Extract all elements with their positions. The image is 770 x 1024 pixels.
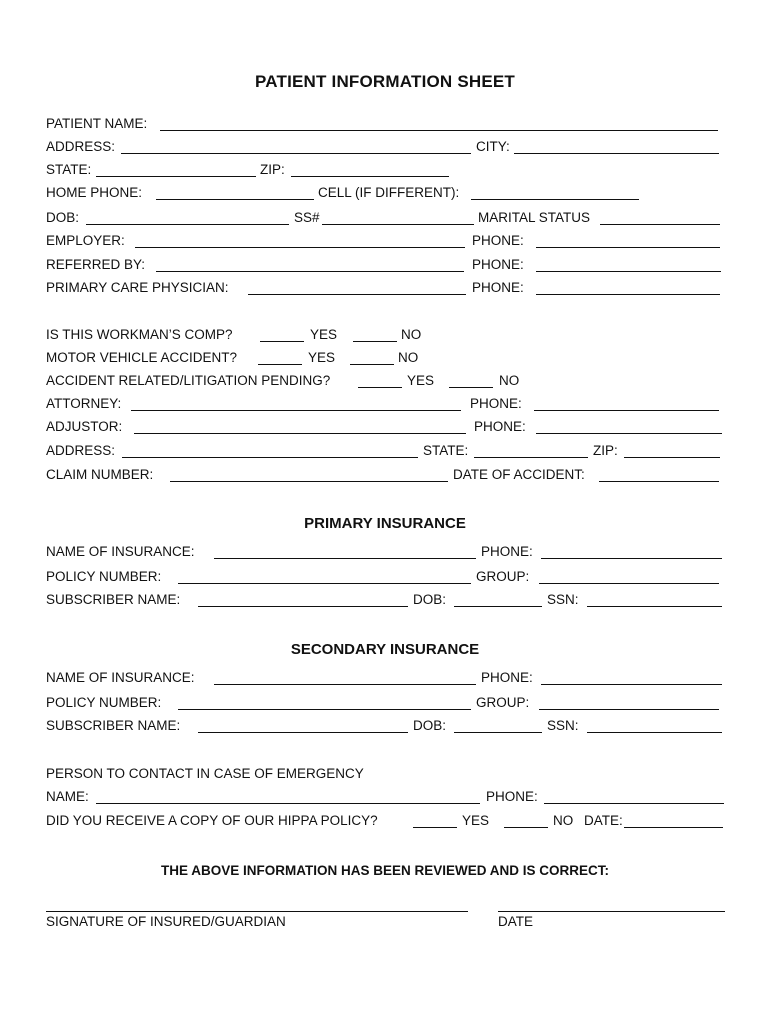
adjustor-address-label: ADDRESS:	[46, 443, 116, 458]
ss-field[interactable]	[322, 224, 474, 225]
hippa-date-label: DATE:	[584, 813, 623, 828]
primary-policy-label: POLICY NUMBER:	[46, 569, 162, 584]
state-field[interactable]	[96, 176, 256, 177]
insured-signature-label: SIGNATURE OF INSURED/GUARDIAN	[46, 914, 286, 929]
motor-vehicle-yes-field[interactable]	[258, 364, 302, 365]
home-phone-label: HOME PHONE:	[46, 185, 143, 200]
emergency-phone-label: PHONE:	[486, 789, 538, 804]
secondary-subscriber-label: SUBSCRIBER NAME:	[46, 718, 181, 733]
litigation-no-field[interactable]	[449, 387, 493, 388]
employer-label: EMPLOYER:	[46, 233, 125, 248]
adjustor-state-label: STATE:	[423, 443, 469, 458]
primary-subscriber-field[interactable]	[198, 606, 408, 607]
row-secondary-subscriber	[46, 716, 726, 736]
referred-by-field[interactable]	[156, 271, 464, 272]
row-patient-name	[46, 114, 726, 134]
secondary-ssn-field[interactable]	[587, 732, 722, 733]
adjustor-phone-field[interactable]	[536, 433, 722, 434]
city-label: CITY:	[476, 139, 510, 154]
row-primary-subscriber	[46, 590, 726, 610]
row-attorney	[46, 394, 726, 414]
motor-vehicle-no-field[interactable]	[350, 364, 394, 365]
workmans-comp-yes-label: YES	[310, 327, 338, 342]
emergency-contact-heading: PERSON TO CONTACT IN CASE OF EMERGENCY	[46, 766, 364, 781]
city-field[interactable]	[514, 153, 719, 154]
address-label: ADDRESS:	[46, 139, 116, 154]
row-secondary-policy	[46, 693, 726, 713]
primary-policy-field[interactable]	[178, 583, 471, 584]
emergency-name-field[interactable]	[96, 803, 480, 804]
attorney-phone-field[interactable]	[534, 410, 719, 411]
adjustor-field[interactable]	[134, 433, 466, 434]
secondary-group-label: GROUP:	[476, 695, 530, 710]
claim-number-label: CLAIM NUMBER:	[46, 467, 154, 482]
attorney-label: ATTORNEY:	[46, 396, 122, 411]
secondary-policy-label: POLICY NUMBER:	[46, 695, 162, 710]
workmans-comp-label: IS THIS WORKMAN’S COMP?	[46, 327, 233, 342]
primary-phone-field[interactable]	[541, 558, 722, 559]
secondary-insurance-name-field[interactable]	[214, 684, 476, 685]
referred-by-label: REFERRED BY:	[46, 257, 146, 272]
motor-vehicle-label: MOTOR VEHICLE ACCIDENT?	[46, 350, 238, 365]
claim-number-field[interactable]	[170, 481, 448, 482]
primary-insurance-name-label: NAME OF INSURANCE:	[46, 544, 195, 559]
secondary-subscriber-field[interactable]	[198, 732, 408, 733]
row-workmans-comp	[46, 325, 726, 345]
date-of-accident-label: DATE OF ACCIDENT:	[453, 467, 585, 482]
state-label: STATE:	[46, 162, 92, 177]
secondary-dob-label: DOB:	[413, 718, 447, 733]
hippa-no-label: NO	[553, 813, 574, 828]
referred-phone-field[interactable]	[536, 271, 721, 272]
employer-phone-label: PHONE:	[472, 233, 524, 248]
cell-field[interactable]	[471, 199, 639, 200]
employer-field[interactable]	[135, 247, 465, 248]
row-hippa	[46, 811, 726, 831]
workmans-comp-no-label: NO	[401, 327, 422, 342]
cell-label: CELL (IF DIFFERENT):	[318, 185, 460, 200]
adjustor-zip-label: ZIP:	[593, 443, 618, 458]
row-primary-policy	[46, 567, 726, 587]
attorney-phone-label: PHONE:	[470, 396, 522, 411]
primary-dob-label: DOB:	[413, 592, 447, 607]
row-employer	[46, 231, 726, 251]
litigation-label: ACCIDENT RELATED/LITIGATION PENDING?	[46, 373, 331, 388]
workmans-comp-no-field[interactable]	[353, 341, 397, 342]
motor-vehicle-no-label: NO	[398, 350, 419, 365]
patient-name-label: PATIENT NAME:	[46, 116, 148, 131]
pcp-label: PRIMARY CARE PHYSICIAN:	[46, 280, 229, 295]
primary-dob-field[interactable]	[454, 606, 542, 607]
dob-field[interactable]	[86, 224, 289, 225]
litigation-no-label: NO	[499, 373, 520, 388]
primary-insurance-heading: PRIMARY INSURANCE	[304, 515, 466, 532]
row-phones	[46, 183, 726, 203]
patient-name-field[interactable]	[160, 130, 718, 131]
adjustor-phone-label: PHONE:	[474, 419, 526, 434]
adjustor-label: ADJUSTOR:	[46, 419, 123, 434]
pcp-field[interactable]	[248, 294, 466, 295]
primary-subscriber-label: SUBSCRIBER NAME:	[46, 592, 181, 607]
signature-date-label: DATE	[498, 914, 534, 929]
employer-phone-field[interactable]	[536, 247, 720, 248]
primary-ssn-field[interactable]	[587, 606, 722, 607]
workmans-comp-yes-field[interactable]	[260, 341, 304, 342]
hippa-date-field[interactable]	[624, 827, 723, 828]
attorney-field[interactable]	[131, 410, 461, 411]
primary-ssn-label: SSN:	[547, 592, 579, 607]
row-claim	[46, 465, 726, 485]
ss-label: SS#	[294, 210, 320, 225]
primary-phone-label: PHONE:	[481, 544, 533, 559]
row-referred-by	[46, 255, 726, 275]
form-title: PATIENT INFORMATION SHEET	[255, 72, 515, 91]
zip-field[interactable]	[291, 176, 449, 177]
litigation-yes-label: YES	[407, 373, 435, 388]
litigation-yes-field[interactable]	[358, 387, 402, 388]
secondary-insurance-name-label: NAME OF INSURANCE:	[46, 670, 195, 685]
emergency-phone-field[interactable]	[544, 803, 724, 804]
primary-group-field[interactable]	[539, 583, 719, 584]
row-pcp	[46, 278, 726, 298]
secondary-policy-field[interactable]	[178, 709, 471, 710]
marital-status-label: MARITAL STATUS	[478, 210, 591, 225]
pcp-phone-field[interactable]	[536, 294, 720, 295]
row-emergency-name	[46, 787, 726, 807]
row-state-zip	[46, 160, 726, 180]
dob-label: DOB:	[46, 210, 80, 225]
pcp-phone-label: PHONE:	[472, 280, 524, 295]
date-of-accident-field[interactable]	[599, 481, 719, 482]
hippa-yes-label: YES	[462, 813, 490, 828]
row-secondary-name	[46, 668, 726, 688]
row-primary-name	[46, 542, 726, 562]
hippa-label: DID YOU RECEIVE A COPY OF OUR HIPPA POLICY?	[46, 813, 378, 828]
secondary-dob-field[interactable]	[454, 732, 542, 733]
adjustor-address-field[interactable]	[122, 457, 418, 458]
motor-vehicle-yes-label: YES	[308, 350, 336, 365]
row-adjustor-address	[46, 441, 726, 461]
adjustor-state-field[interactable]	[474, 457, 588, 458]
row-adjustor	[46, 417, 726, 437]
row-address	[46, 137, 726, 157]
row-litigation	[46, 371, 726, 391]
primary-group-label: GROUP:	[476, 569, 530, 584]
row-motor-vehicle	[46, 348, 726, 368]
review-notice: THE ABOVE INFORMATION HAS BEEN REVIEWED AND IS CORRECT:	[160, 863, 610, 878]
address-field[interactable]	[121, 153, 471, 154]
emergency-name-label: NAME:	[46, 789, 89, 804]
hippa-yes-field[interactable]	[413, 827, 457, 828]
primary-insurance-name-field[interactable]	[214, 558, 476, 559]
zip-label: ZIP:	[260, 162, 285, 177]
hippa-no-field[interactable]	[504, 827, 548, 828]
secondary-ssn-label: SSN:	[547, 718, 579, 733]
secondary-phone-label: PHONE:	[481, 670, 533, 685]
adjustor-zip-field[interactable]	[624, 457, 720, 458]
referred-phone-label: PHONE:	[472, 257, 524, 272]
secondary-group-field[interactable]	[539, 709, 719, 710]
row-dob	[46, 208, 726, 228]
secondary-phone-field[interactable]	[541, 684, 722, 685]
home-phone-field[interactable]	[156, 199, 314, 200]
secondary-insurance-heading: SECONDARY INSURANCE	[290, 641, 480, 658]
marital-status-field[interactable]	[600, 224, 720, 225]
